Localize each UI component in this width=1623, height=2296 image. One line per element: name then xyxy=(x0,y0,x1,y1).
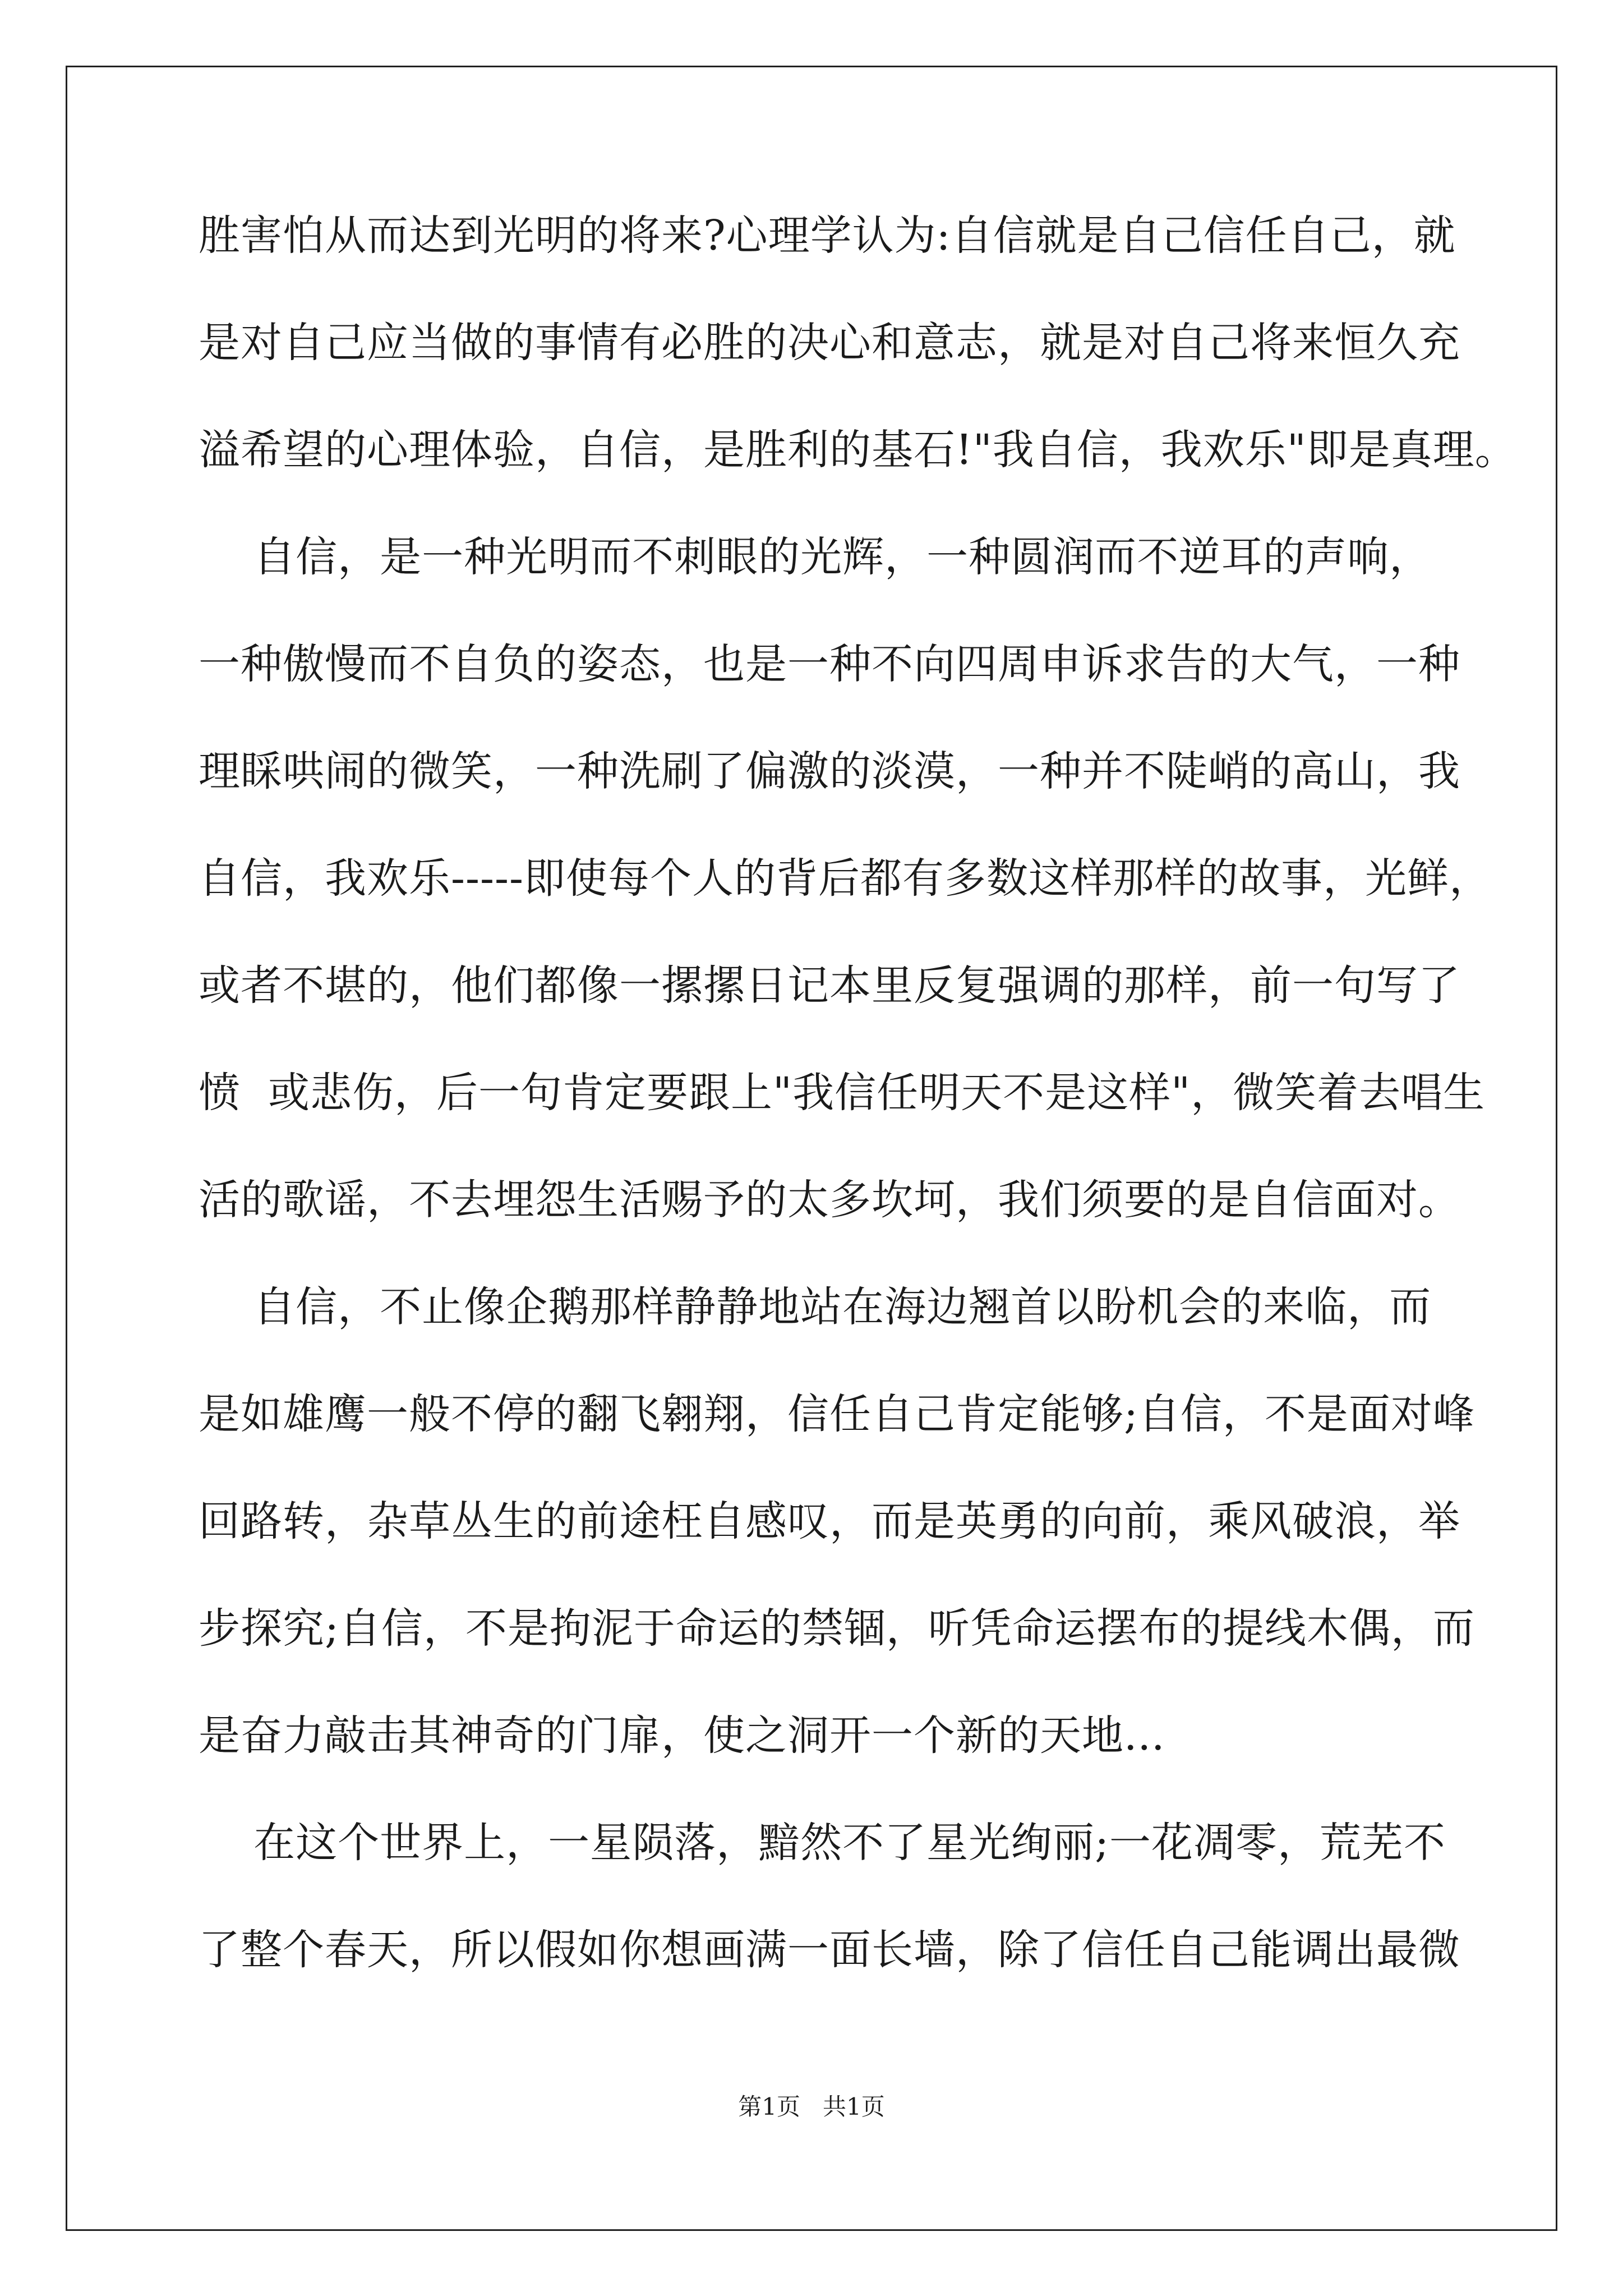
text-line: 胜害怕从而达到光明的将来?心理学认为:自信就是自己信任自己，就 xyxy=(199,211,1456,260)
text-line: 自信，是一种光明而不刺眼的光辉，一种圆润而不逆耳的声响， xyxy=(199,533,1432,581)
text-line: 一种傲慢而不自负的姿态，也是一种不向四周申诉求告的大气，一种 xyxy=(199,640,1460,688)
text-line: 活的歌谣，不去埋怨生活赐予的太多坎坷，我们须要的是自信面对。 xyxy=(199,1176,1460,1224)
text-line: 溢希望的心理体验，自信，是胜利的基石!"我自信，我欢乐"即是真理。 xyxy=(199,426,1517,474)
text-line: 在这个世界上，一星陨落，黯然不了星光绚丽;一花凋零，荒芜不 xyxy=(199,1819,1446,1867)
text-line: 是如雄鹰一般不停的翻飞翱翔，信任自己肯定能够;自信，不是面对峰 xyxy=(199,1390,1475,1438)
text-line: 回路转，杂草丛生的前途枉自感叹，而是英勇的向前，乘风破浪，举 xyxy=(199,1497,1460,1545)
page-footer: 第1页 共1页 xyxy=(738,2093,885,2120)
text-line: 理睬哄闹的微笑，一种洗刷了偏激的淡漠，一种并不陡峭的高山，我 xyxy=(199,747,1460,795)
text-line: 步探究;自信，不是拘泥于命运的禁锢，听凭命运摆布的提线木偶，而 xyxy=(199,1604,1475,1653)
text-line: 是奋力敲击其神奇的门扉，使之洞开一个新的天地... xyxy=(199,1711,1165,1760)
text-line: 愤 或悲伤，后一句肯定要跟上"我信任明天不是这样"，微笑着去唱生 xyxy=(199,1069,1486,1117)
text-line: 是对自己应当做的事情有必胜的决心和意志，就是对自己将来恒久充 xyxy=(199,319,1460,367)
text-line: 了整个春天，所以假如你想画满一面长墙，除了信任自己能调出最微 xyxy=(199,1926,1460,1974)
text-line: 自信，不止像企鹅那样静静地站在海边翘首以盼机会的来临，而 xyxy=(199,1283,1432,1331)
text-line: 自信，我欢乐-----即使每个人的背后都有多数这样那样的故事，光鲜， xyxy=(199,854,1492,903)
page-border xyxy=(66,66,1557,2231)
text-line: 或者不堪的，他们都像一摞摞日记本里反复强调的那样，前一句写了 xyxy=(199,961,1460,1010)
